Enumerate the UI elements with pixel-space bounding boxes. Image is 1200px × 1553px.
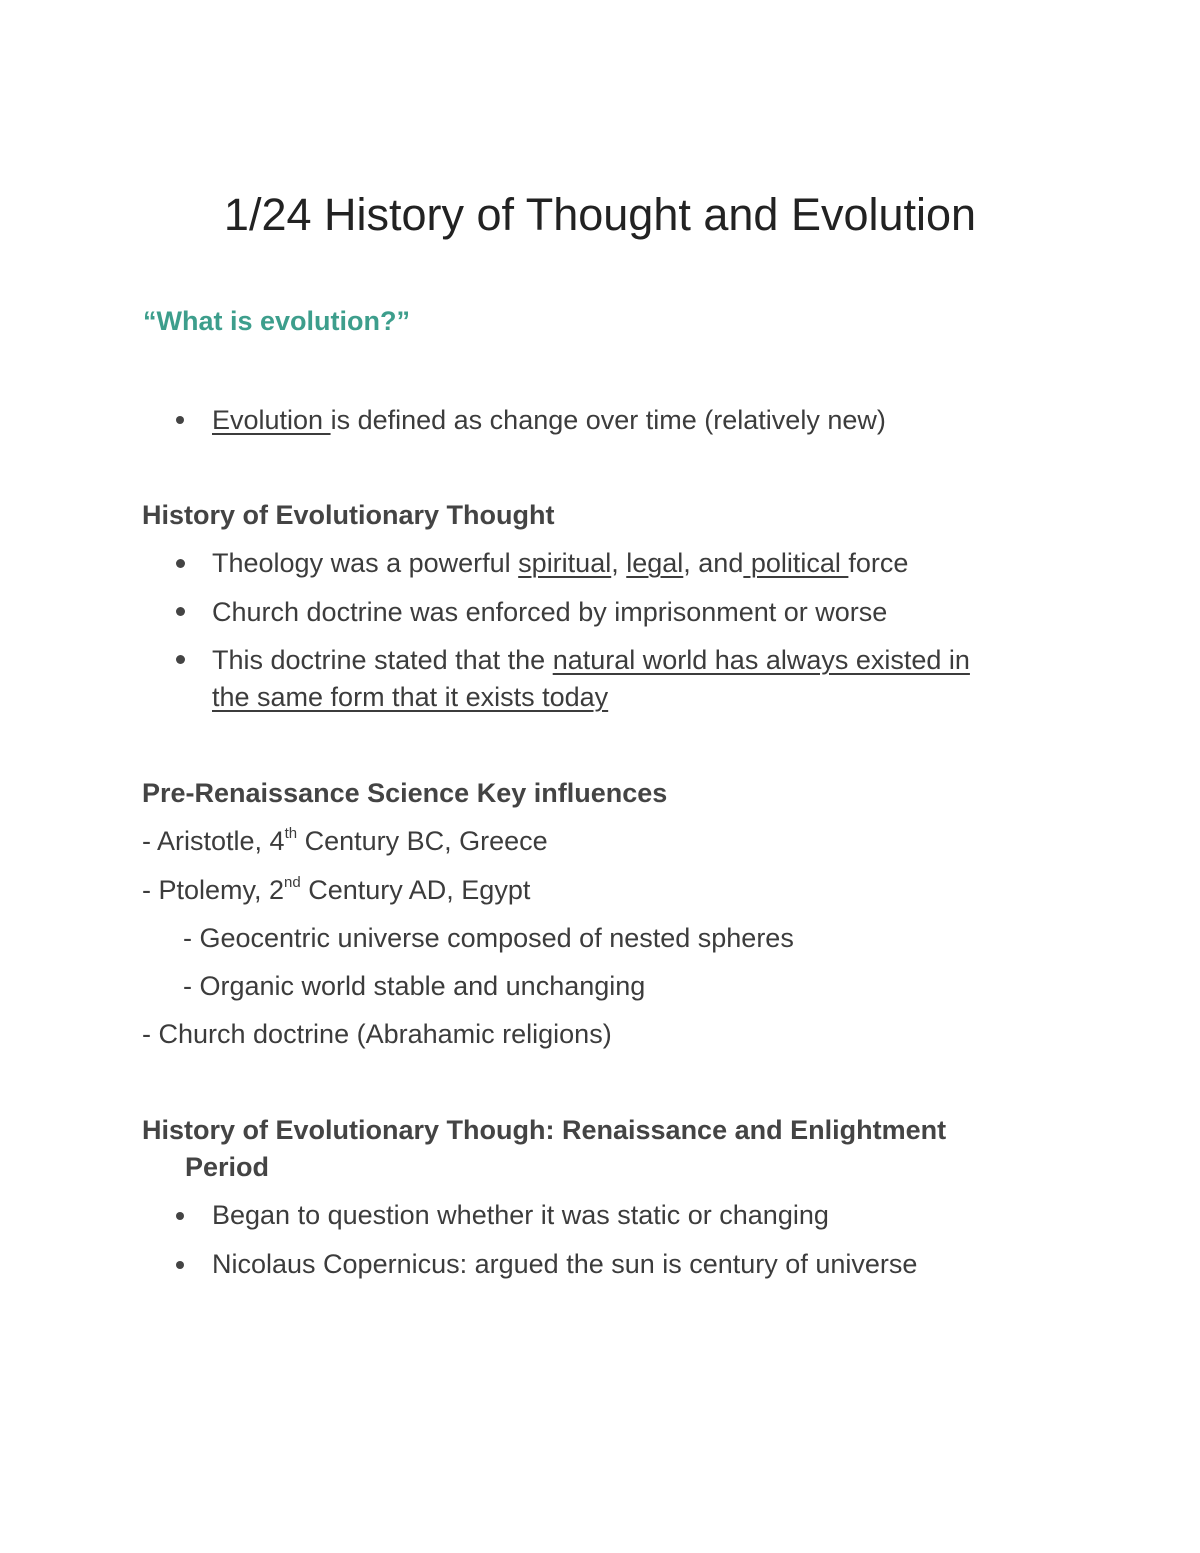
bullet-icon [176, 1212, 184, 1220]
ordinal-suffix: th [284, 825, 298, 842]
list-item-evolution-definition [212, 402, 886, 438]
heading-line-2: Period [185, 1152, 270, 1182]
theology-text: Theology was a powerful [212, 548, 519, 578]
aristotle-text: - Aristotle, 4 [142, 826, 285, 856]
bullet-icon [176, 416, 184, 424]
aristotle-era-text: Century BC, Greece [297, 826, 548, 856]
natural-world-text: natural world has always existed in [552, 645, 970, 675]
same-form-text: the same form that it exists today [212, 682, 609, 712]
list-item-church-doctrine: Church doctrine was enforced by imprisonment or worse [212, 597, 888, 627]
ordinal-suffix: nd [284, 874, 301, 891]
section-heading-pre-renaissance: Pre-Renaissance Science Key influences [142, 778, 668, 808]
bullet-icon [176, 1261, 184, 1269]
evolution-term: Evolution [212, 405, 331, 435]
list-item-doctrine-statement [212, 642, 970, 678]
list-item-question-static: Began to question whether it was static or changing [212, 1200, 829, 1230]
section-heading-renaissance [142, 1112, 946, 1186]
list-item-theology [212, 545, 908, 581]
list-item-copernicus: Nicolaus Copernicus: argued the sun is century of universe [212, 1249, 918, 1279]
list-item-church-doctrine-abrahamic: - Church doctrine (Abrahamic religions) [142, 1019, 612, 1049]
evolution-definition-text: is defined as change over time (relatively new) [330, 405, 886, 435]
ptolemy-text: - Ptolemy, 2 [142, 875, 285, 905]
list-item-ptolemy [142, 872, 530, 908]
doctrine-text: This doctrine stated that the [212, 645, 553, 675]
heading-line-1: History of Evolutionary Though: Renaissance and Enlightment [142, 1115, 947, 1145]
list-item-doctrine-continuation [212, 679, 608, 715]
sub-item-geocentric: - Geocentric universe composed of nested spheres [183, 923, 794, 953]
political-term: political [743, 548, 849, 578]
ptolemy-era-text: Century AD, Egypt [300, 875, 531, 905]
page-title: 1/24 History of Thought and Evolution [223, 189, 977, 240]
bullet-icon [176, 607, 185, 616]
separator: , [611, 548, 627, 578]
separator: , and [683, 548, 744, 578]
spiritual-term: spiritual [518, 548, 612, 578]
legal-term: legal [626, 548, 684, 578]
list-item-aristotle [142, 823, 548, 859]
section-heading-history: History of Evolutionary Thought [142, 500, 555, 530]
sub-item-organic-world: - Organic world stable and unchanging [183, 971, 646, 1001]
force-text: force [848, 548, 909, 578]
bullet-icon [176, 655, 185, 664]
section-heading-what-is-evolution: “What is evolution?” [143, 306, 410, 336]
bullet-icon [176, 559, 185, 568]
